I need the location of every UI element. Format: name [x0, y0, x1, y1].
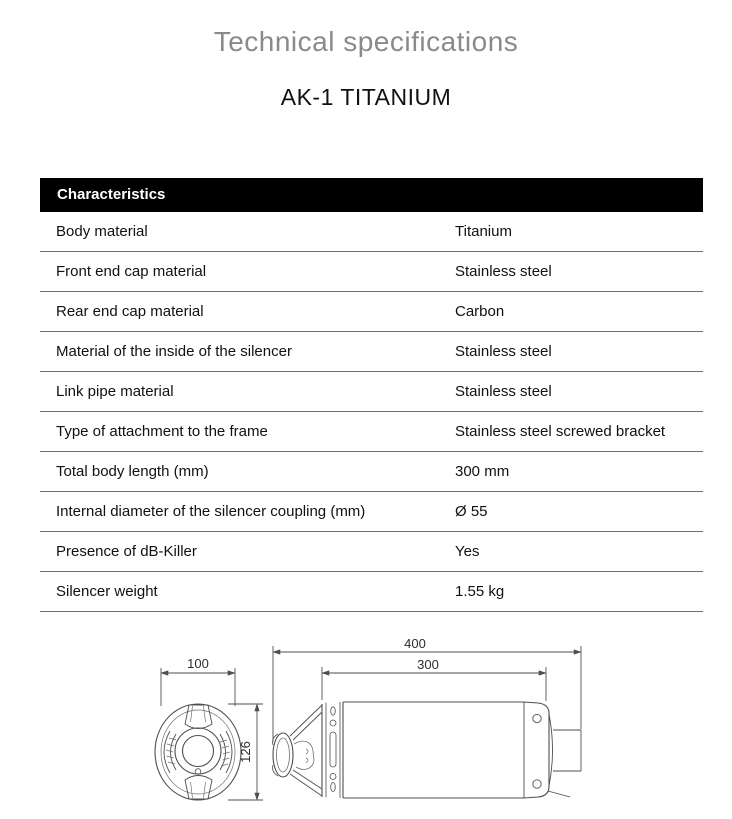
spec-value: Stainless steel screwed bracket: [455, 423, 666, 440]
spec-table-body: [40, 212, 703, 612]
table-row: [40, 292, 703, 332]
table-row: [40, 412, 703, 452]
spec-value: Ø 55: [455, 503, 488, 520]
side-view: [273, 702, 581, 798]
spec-label: Presence of dB-Killer: [56, 543, 197, 560]
table-row: [40, 252, 703, 292]
table-row: [40, 452, 703, 492]
spec-label: Silencer weight: [56, 583, 158, 600]
spec-label: Type of attachment to the frame: [56, 423, 268, 440]
technical-drawing: [140, 628, 610, 818]
dimension-body-length: [322, 657, 546, 701]
spec-value: Stainless steel: [455, 383, 552, 400]
spec-label: Body material: [56, 223, 148, 240]
dim-label-400: 400: [404, 636, 426, 651]
spec-label: Material of the inside of the silencer: [56, 343, 292, 360]
dim-label-300: 300: [417, 657, 439, 672]
dimension-front-height: [228, 704, 263, 800]
spec-value: Titanium: [455, 223, 512, 240]
silencer-drawing-svg: [140, 628, 610, 818]
spec-value: 300 mm: [455, 463, 510, 480]
dim-label-126: 126: [238, 741, 253, 763]
characteristics-table: [40, 178, 703, 612]
table-header: Characteristics: [40, 178, 703, 212]
dimension-front-width: [161, 656, 235, 706]
spec-value: 1.55 kg: [455, 583, 505, 600]
spec-label: Rear end cap material: [56, 303, 204, 320]
dim-label-100: 100: [187, 656, 209, 671]
table-row: [40, 212, 703, 252]
table-row: [40, 492, 703, 532]
spec-label: Total body length (mm): [56, 463, 209, 480]
product-name: AK-1 TITANIUM: [280, 84, 452, 110]
spec-label: Front end cap material: [56, 263, 207, 280]
spec-value: Stainless steel: [455, 343, 552, 360]
spec-value: Yes: [455, 543, 480, 560]
spec-label: Internal diameter of the silencer coupling (mm): [56, 503, 366, 520]
spec-value: Carbon: [455, 303, 505, 320]
spec-label: Link pipe material: [56, 383, 174, 400]
table-row: [40, 332, 703, 372]
page-title: Technical specifications: [213, 26, 519, 57]
table-row: [40, 572, 703, 612]
table-row: [40, 532, 703, 572]
front-view: [155, 704, 241, 800]
dimension-total-length: [273, 636, 581, 742]
spec-value: Stainless steel: [455, 263, 552, 280]
table-row: [40, 372, 703, 412]
